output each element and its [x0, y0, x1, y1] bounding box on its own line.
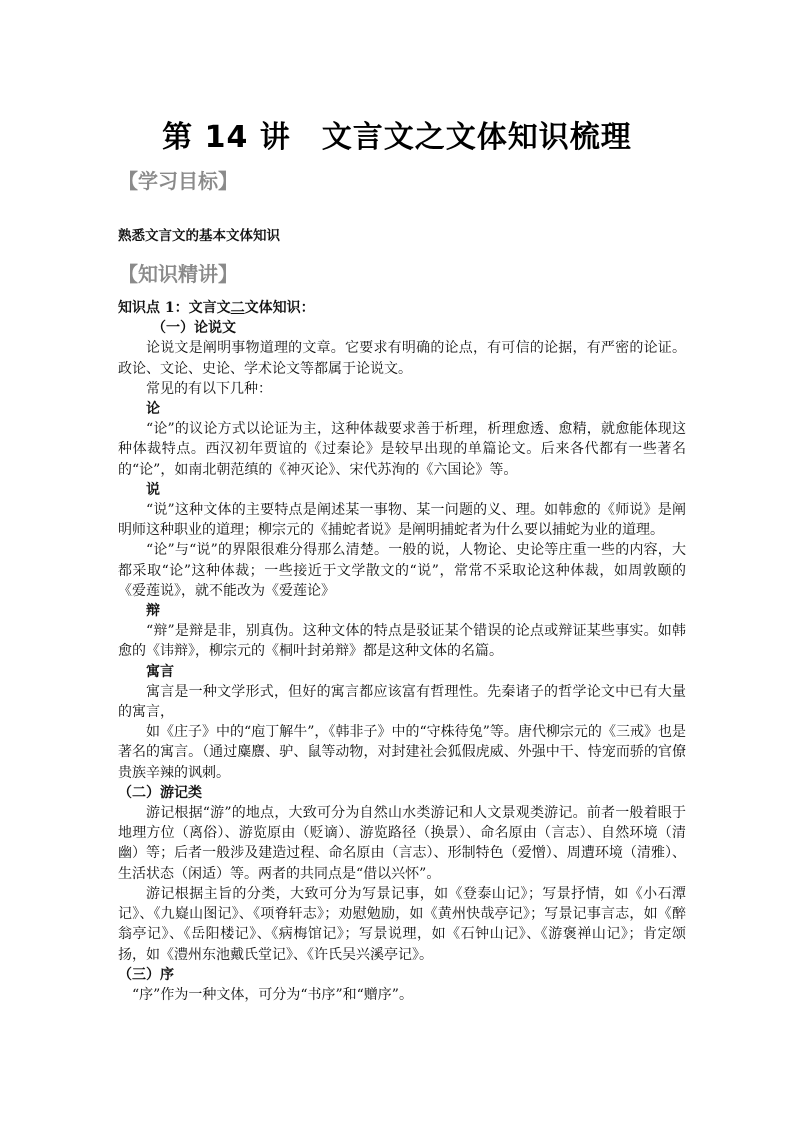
paragraph: “辩”是辩是非，别真伪。这种文体的特点是驳证某个错误的论点或辩证某些事实。如韩愈的《讳辩》，柳宗元的《桐叶封弟辩》都是这种文体的名篇。 — [118, 623, 686, 660]
paragraph: 如《庄子》中的“庖丁解牛”，《韩非子》中的“守株待兔”等。唐代柳宗元的《三戒》也是著名的寓言。（通过麋麖、驴、鼠等动物，对封建社会狐假虎威、外强中干、恃宠而骄的官僚贵族辛辣的讽刺。 — [118, 724, 686, 781]
knowledge-heading: 【知识精讲】 — [118, 262, 238, 286]
paragraph: “序”作为一种文体，可分为“书序”和“赠序”。 — [132, 986, 413, 1003]
kp-suffix: 文体知识： — [244, 300, 315, 316]
kp-prefix: 知识点 1：文言文 — [118, 300, 231, 316]
subheading-lun: 论 — [146, 401, 160, 418]
paragraph: “论”的议论方式以论证为主，这种体裁要求善于析理，析理愈透、愈精，就愈能体现这种体裁特点。西汉初年贾谊的《过秦论》是较早出现的单篇论文。后来各代都有一些著名的“论”，如南北朝范缜的《神灭论》、宋代苏洵的《六国论》等。 — [118, 421, 686, 478]
paragraph: 常见的有以下几种： — [146, 380, 272, 397]
paragraph: 游记根据主旨的分类，大致可分为写景记事，如《登泰山记》；写景抒情，如《小石潭记》、《九嶷山图记》、《项脊轩志》；劝慰勉励，如《黄州快哉亭记》；写景记事言志，如《醉翁亭记》、《岳阳楼记》、《病梅馆记》；写景说理，如《石钟山记》、《游褒禅山记》；肯定颂扬，如《澧州东池戴氏堂记》、《许氏吴兴溪亭记》。 — [118, 885, 686, 963]
subheading-shuo: 说 — [146, 481, 160, 498]
paragraph: 游记根据“游”的地点，大致可分为自然山水类游记和人文景观类游记。前者一般着眼于地理方位（离俗）、游览原由（贬谪）、游览路径（换景）、命名原由（言志）、自然环境（清幽）等；后者一般涉及建造过程、命名原由（言志）、形制特色（爱憎）、周遭环境（清雅）、生活状态（闲适）等。两者的共同点是“借以兴怀”。 — [118, 805, 686, 882]
section-heading-xu: （三）序 — [118, 966, 174, 983]
paragraph: 寓言是一种文学形式，但好的寓言都应该富有哲理性。先秦诸子的哲学论文中已有大量的寓言， — [118, 683, 686, 721]
subheading-bian: 辩 — [146, 603, 160, 620]
paragraph: “说”这种文体的主要特点是阐述某一事物、某一问题的义、理。如韩愈的《师说》是阐明师这种职业的道理；柳宗元的《捕蛇者说》是阐明捕蛇者为什么要以捕蛇为业的道理。 — [118, 502, 686, 539]
paragraph: 论说文是阐明事物道理的文章。它要求有明确的论点，有可信的论据，有严密的论证。政论、文论、史论、学术论文等都属于论说文。 — [118, 340, 686, 377]
page-title: 第 14 讲 文言文之文体知识梳理 — [162, 120, 632, 155]
section-heading-youji: （二）游记类 — [118, 784, 202, 801]
paragraph: “论”与“说”的界限很难分得那么清楚。一般的说，人物论、史论等庄重一些的内容，大都采取“论”这种体裁；一些接近于文学散文的“说”，常常不采取论这种体裁，如周敦颐的《爱莲说》，就不能改为《爱莲论》 — [118, 542, 686, 599]
learning-goal-heading: 【学习目标】 — [118, 169, 238, 193]
knowledge-point-title — [118, 298, 686, 318]
document-body — [118, 298, 686, 1005]
section-heading-lunshuo: （一）论说文 — [152, 320, 236, 337]
kp-underlined: 二 — [230, 300, 245, 316]
subheading-yuyan: 寓言 — [146, 663, 174, 680]
learning-goal-text: 熟悉文言文的基本文体知识 — [118, 228, 280, 244]
